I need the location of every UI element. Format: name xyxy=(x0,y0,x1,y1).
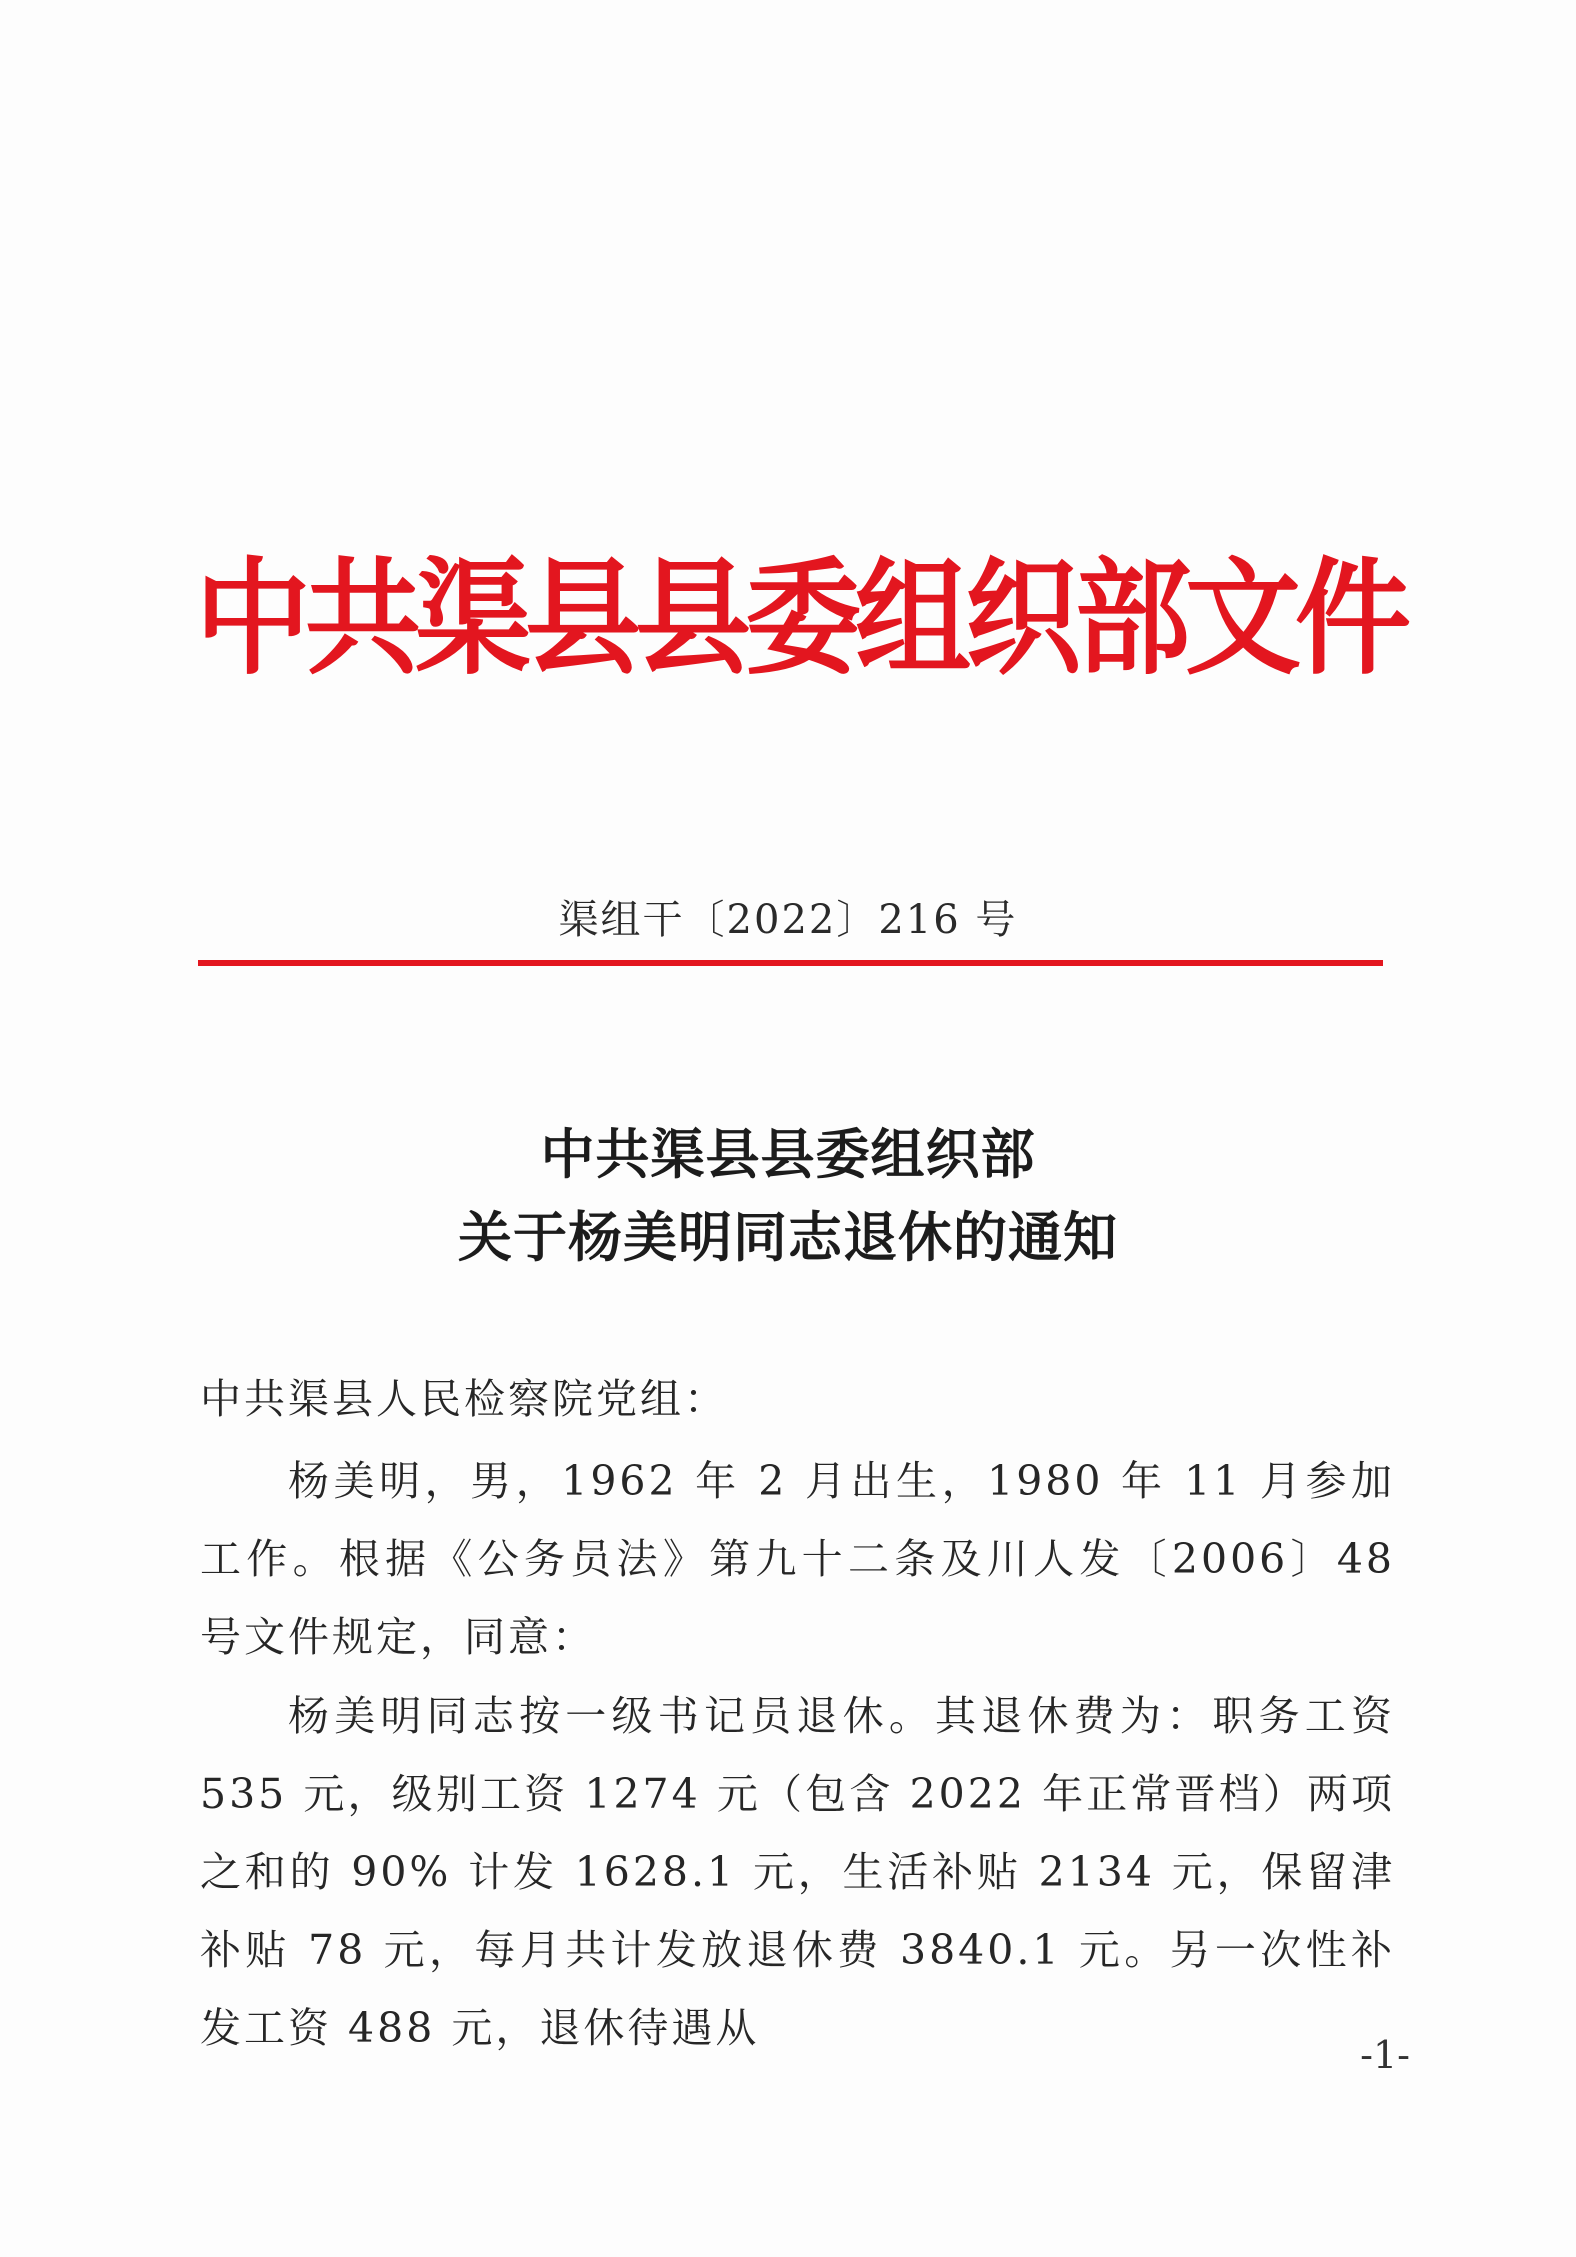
body-paragraph-1: 杨美明，男，1962 年 2 月出生，1980 年 11 月参加工作。根据《公务员法》第九十二条及川人发〔2006〕48 号文件规定，同意： xyxy=(200,1457,1395,1661)
document-masthead: 中共渠县县委组织部文件 xyxy=(195,546,1405,693)
notice-title-line-1: 中共渠县县委组织部 xyxy=(540,1123,1036,1186)
page-number: -1- xyxy=(1360,2033,1410,2077)
salutation: 中共渠县人民检察院党组： xyxy=(200,1375,728,1423)
document-number: 渠组干〔2022〕216 号 xyxy=(558,897,1018,943)
notice-title-line-2: 关于杨美明同志退休的通知 xyxy=(458,1206,1118,1269)
body-paragraph-2: 杨美明同志按一级书记员退休。其退休费为：职务工资 535 元，级别工资 1274 元（包含 2022 年正常晋档）两项之和的 90% 计发 1628.1 元，生活补贴 2134 元，保留津补贴 78 元，每月共计发放退休费 3840.1 元。另一次性补发工资 488 元，退休待遇从 xyxy=(200,1692,1395,2052)
red-divider-line xyxy=(198,960,1383,966)
